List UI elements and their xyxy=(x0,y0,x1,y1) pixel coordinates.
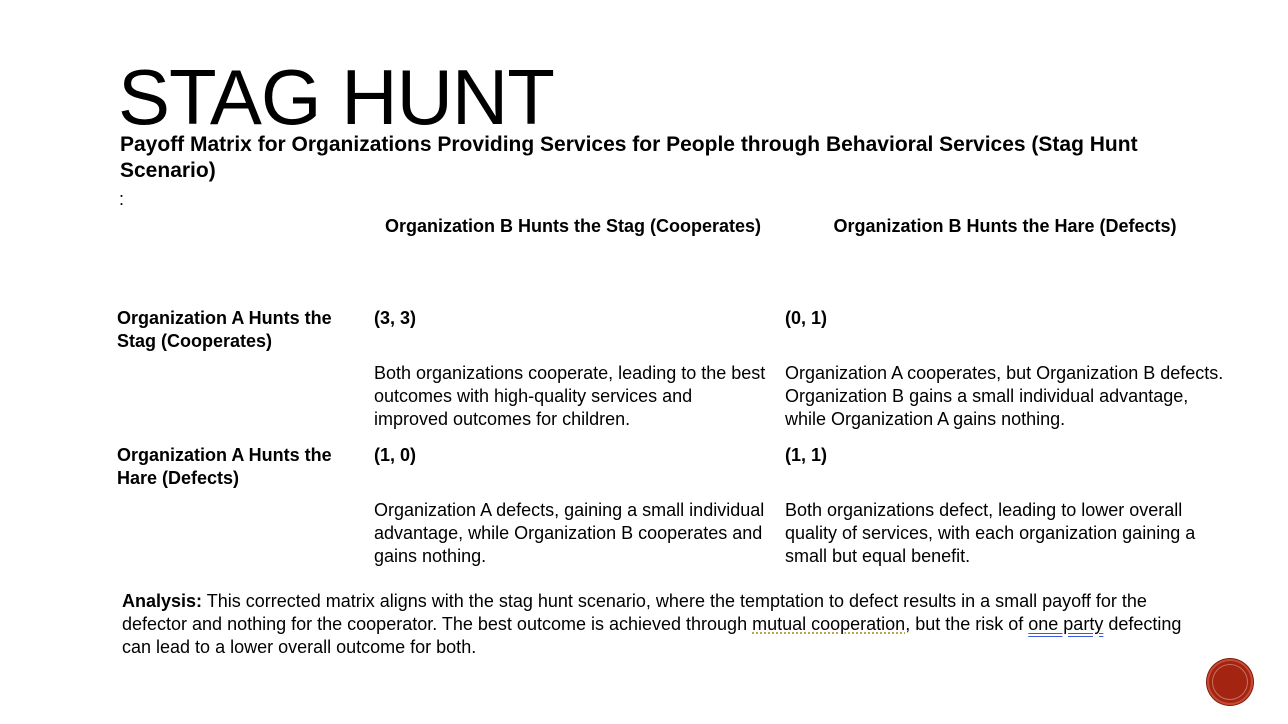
row-header-hare: Organization A Hunts the Hare (Defects) xyxy=(117,445,332,488)
column-header-hare: Organization B Hunts the Hare (Defects) xyxy=(833,216,1177,236)
description-stag-stag: Both organizations cooperate, leading to the best outcomes with high-quality services and improved outcomes for children. xyxy=(374,363,766,429)
analysis-text-2: , but the risk of xyxy=(905,614,1029,634)
analysis-paragraph xyxy=(122,590,1212,659)
description-hare-stag: Organization A defects, gaining a small individual advantage, while Organization B cooperates and gains nothing. xyxy=(374,500,765,566)
analysis-label: Analysis: xyxy=(122,591,203,611)
row-header-stag: Organization A Hunts the Stag (Cooperates) xyxy=(117,308,332,351)
analysis-text-3: defecting can lead to a lower overall outcome for both. xyxy=(122,614,1182,657)
payoff-hare-hare: (1, 1) xyxy=(785,445,828,465)
payoff-stag-stag: (3, 3) xyxy=(374,308,417,328)
payoff-hare-stag: (1, 0) xyxy=(374,445,417,465)
slide-nav-button[interactable] xyxy=(1207,659,1253,705)
analysis-text-1: This corrected matrix aligns with the stag hunt scenario, where the temptation to defect results in a small payoff for the defector and nothing for the cooperator. The best outcome is achieved through xyxy=(122,591,1147,634)
description-stag-hare: Organization A cooperates, but Organization B defects. Organization B gains a small individual advantage, while Organization A gains nothing. xyxy=(785,363,1224,429)
colon-text: : xyxy=(119,189,125,209)
slide-subtitle: Payoff Matrix for Organizations Providing Services for People through Behavioral Services (Stag Hunt Scenario) xyxy=(120,133,1138,182)
grammar-flag-one-party[interactable]: one party xyxy=(1028,614,1104,634)
slide-title: STAG HUNT xyxy=(118,53,554,141)
payoff-stag-hare: (0, 1) xyxy=(785,308,828,328)
grammar-flag-mutual-cooperation[interactable]: mutual cooperation xyxy=(752,614,906,634)
description-hare-hare: Both organizations defect, leading to lower overall quality of services, with each organization gaining a small but equal benefit. xyxy=(785,500,1196,566)
slide-nav-icon xyxy=(1212,664,1248,700)
column-header-stag: Organization B Hunts the Stag (Cooperates) xyxy=(384,216,762,236)
